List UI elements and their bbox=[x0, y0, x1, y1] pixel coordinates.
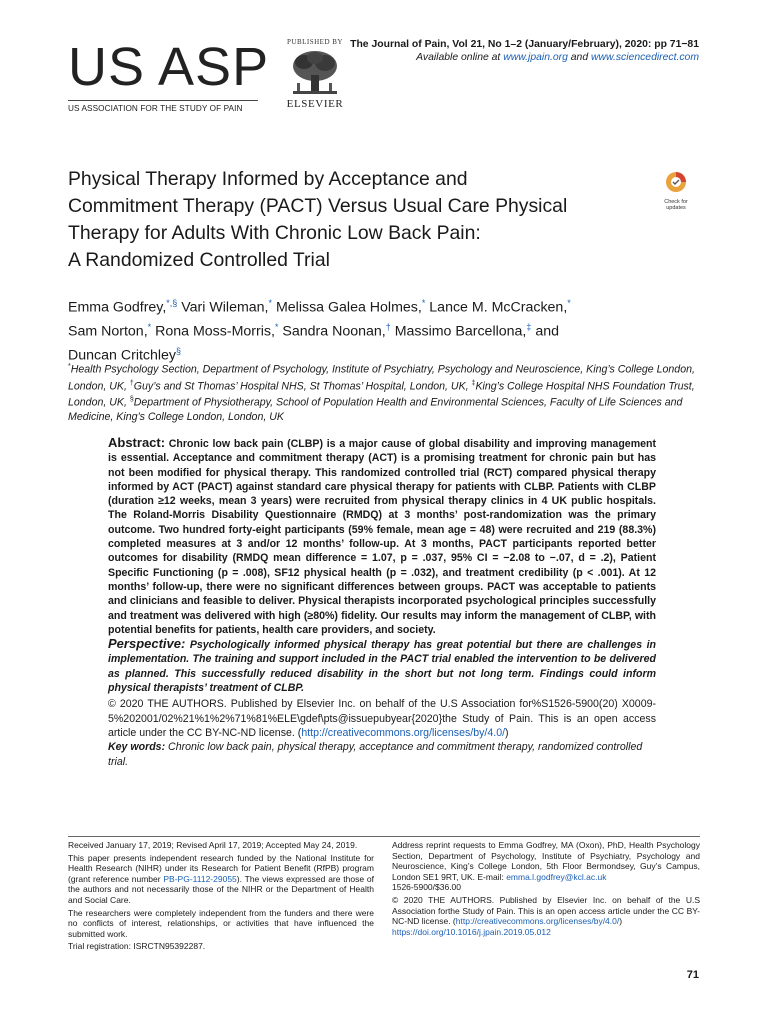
abstract-copyright: © 2020 THE AUTHORS. Published by Elsevier Inc. on behalf of the U.S Association for%S1526-5900(20) X0009-5%202001/02%21%1%2%71%81%ELE\gdef\pts@issuepubyear{2020}the Study of Pain. This is an open access article under the CC BY-NC-ND license. (http://creativecommons.org/licenses/by/4.0/) bbox=[108, 698, 656, 739]
footnotes-left bbox=[68, 840, 374, 954]
footnote-divider bbox=[68, 836, 700, 837]
abstract-heading: Abstract: bbox=[108, 435, 166, 450]
badge-text: Check for updates bbox=[664, 199, 688, 211]
journal-line: The Journal of Pain, Vol 21, No 1–2 (January/February), 2020: pp 71−81 bbox=[350, 39, 699, 50]
abstract-paragraph: Abstract: Chronic low back pain (CLBP) is a major cause of global disability and improving management is essential. Acceptance and commitment therapy (ACT) is a promising treatment for chronic pain but has not been modified for physical therapy. This randomized controlled trial (RCT) compared physical therapy informed by ACT (PACT) against standard care physical therapy for patients with CLBP. Patients with CLBP (duration ≥12 weeks, mean 3 years) were recruited from physical therapy clinics in 4 UK public hospitals. The Roland-Morris Disability Questionnaire (RMDQ) at 3 months’ post-randomization was the primary outcome. Two hundred forty-eight participants (59% female, mean age = 48) were recruited and 219 (88.3%) completed measures at 3 and/or 12 months’ follow-up. At 3 months, PACT participants reported better outcomes for disability (RMDQ mean difference = 1.07, p = .037, 95% CI = −2.08 to −.07, d = .2), Patient Specific Functioning (p = .008), SF12 physical health (p = .032), and treatment credibility (p < .001). At 12 months’ follow-up, there were no significant differences between groups. PACT was acceptable to patients and clinicians and feasible to deliver. Physical therapists incorporated psychological principles successfully and treatment was delivered with high (≥80%) fidelity. Our results may inform the management of CLBP, with potential benefits for patients, health care providers, and society. bbox=[108, 435, 656, 636]
received-dates: Received January 17, 2019; Revised April 17, 2019; Accepted May 24, 2019. bbox=[68, 840, 358, 850]
independence-note: The researchers were completely independent from the funders and there were no conflicts of interest, relationships, or activities that have influenced the submitted work. bbox=[68, 907, 374, 939]
sciencedirect-link[interactable]: www.sciencedirect.com bbox=[591, 52, 699, 63]
funding-note: This paper presents independent research funded by the National Institute for Health Research (NIHR) under its Research for Patient Benefit (RfPB) program (grant reference number PB-PG-1112-29055). The views expressed are those of the authors and not necessarily those of the NIHR or the Department of Health and Social Care. bbox=[68, 852, 374, 905]
footnote-copyright: © 2020 THE AUTHORS. Published by Elsevier Inc. on behalf of the U.S Association forthe Study of Pain. This is an open access article under the CC BY-NC-ND license. (http://creativecommons.org/licenses/by/4.0/) https://doi.org/10.1016/j.jpain.2019.05.012 bbox=[392, 894, 700, 937]
abstract-section bbox=[108, 436, 656, 769]
logo-mark: US ASP bbox=[68, 37, 270, 97]
publisher-mark bbox=[282, 38, 348, 110]
license-link[interactable]: http://creativecommons.org/licenses/by/4.0/ bbox=[301, 726, 506, 739]
journal-logo bbox=[68, 37, 270, 113]
logo-subtitle: US ASSOCIATION FOR THE STUDY OF PAIN bbox=[68, 104, 243, 113]
keywords: Key words: Chronic low back pain, physical therapy, acceptance and commitment therapy, randomized controlled trial. bbox=[108, 741, 643, 768]
journal-citation bbox=[350, 38, 699, 64]
elsevier-wordmark: ELSEVIER bbox=[286, 98, 344, 110]
elsevier-tree-icon bbox=[289, 49, 341, 99]
affiliations: *Health Psychology Section, Department of Psychology, Institute of Psychiatry, Psychology and Neuroscience, King’s College London, London, UK, †Guy’s and St Thomas’ Hospital NHS, St Thomas’ Hospital, London, UK, ‡King’s College Hospital NHS Foundation Trust, London, UK, §Department of Physiotherapy, School of Population Health and Environmental Sciences, Faculty of Life Sciences and Medicine, King’s College London, London, UK bbox=[68, 363, 695, 423]
trial-registration: Trial registration: ISRCTN95392287. bbox=[68, 941, 206, 952]
email-link[interactable]: emma.l.godfrey@kcl.ac.uk bbox=[506, 871, 607, 882]
perspective-paragraph: Perspective: Psychologically informed physical therapy has great potential but there are challenges in implementation. The training and support included in the PACT trial enabled the intervention to be delivered as planned. This successfully reduced disability in the short but not long term. Findings could inform physical therapists’ treatment of CLBP. bbox=[108, 636, 656, 695]
footnote-license-link[interactable]: http://creativecommons.org/licenses/by/4.0/ bbox=[455, 916, 620, 927]
reprint-address: Address reprint requests to Emma Godfrey, MA (Oxon), PhD, Health Psychology Section, Department of Psychology, Institute of Psychiatry, Psychology and Neuroscience, King’s College London, 5th Floor Bermondsey, Guy’s Campus, London SE1 9RT, UK. E-mail: emma.l.godfrey@kcl.ac.uk 1526-5900/$36.00 bbox=[392, 840, 700, 893]
grant-link[interactable]: PB-PG-1112-29055 bbox=[163, 873, 237, 884]
perspective-heading: Perspective: bbox=[108, 636, 186, 652]
logo-rule bbox=[68, 100, 258, 101]
footnotes-right bbox=[392, 840, 700, 939]
article-title: Physical Therapy Informed by Acceptance and Commitment Therapy (PACT) Versus Usual Care Physical Therapy for Adults With Chronic Low Back Pain: A Randomized Controlled Trial bbox=[68, 168, 568, 271]
page-number: 71 bbox=[686, 969, 699, 981]
jpain-link[interactable]: www.jpain.org bbox=[503, 52, 568, 63]
published-by-label: PUBLISHED BY bbox=[287, 38, 343, 46]
available-online: Available online at www.jpain.org and www.sciencedirect.com bbox=[416, 52, 699, 63]
doi-link[interactable]: https://doi.org/10.1016/j.jpain.2019.05.012 bbox=[392, 926, 551, 937]
issn: 1526-5900/$36.00 bbox=[392, 882, 462, 893]
author-list: Emma Godfrey,*,§ Vari Wileman,* Melissa Galea Holmes,* Lance M. McCracken,* Sam Norton,* Rona Moss-Morris,* Sandra Noonan,† Massimo Barcellona,‡ and Duncan Critchley§ bbox=[68, 298, 571, 365]
check-for-updates-icon bbox=[657, 170, 695, 194]
keywords-heading: Key words: bbox=[108, 741, 166, 754]
check-for-updates-badge[interactable] bbox=[657, 170, 695, 211]
